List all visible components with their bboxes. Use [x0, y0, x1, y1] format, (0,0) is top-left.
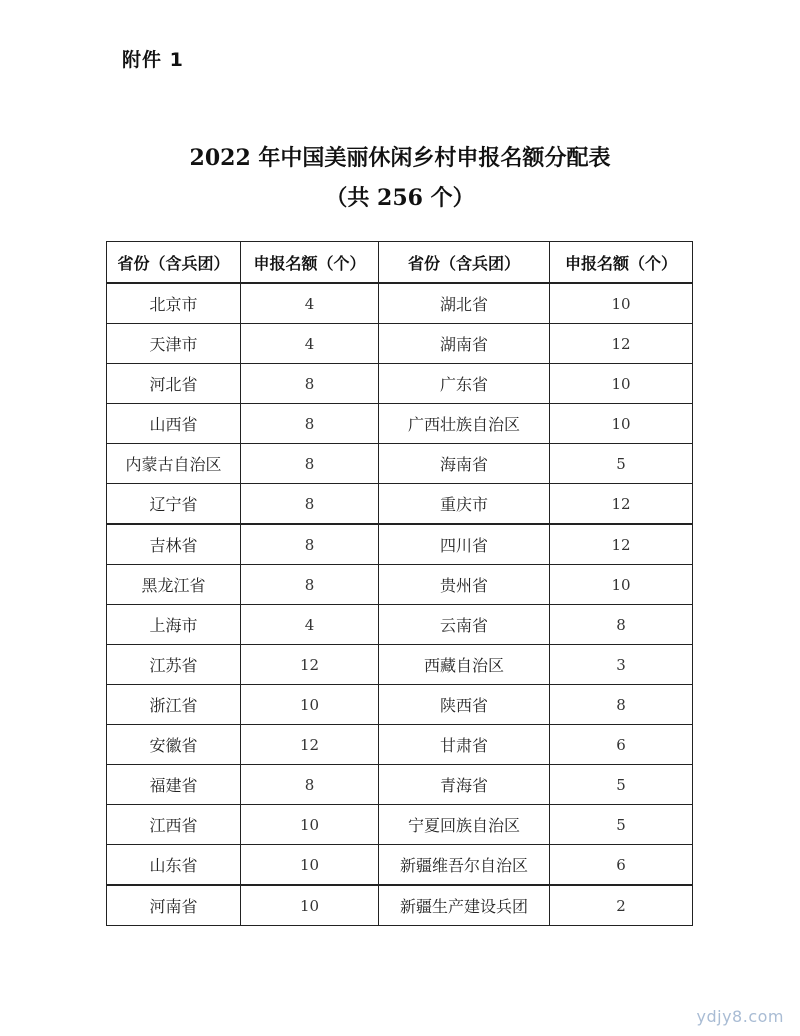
cell-quota-left: 10	[241, 885, 379, 926]
cell-quota-right: 6	[550, 845, 693, 886]
cell-province-left: 内蒙古自治区	[107, 444, 241, 484]
cell-province-left: 辽宁省	[107, 484, 241, 525]
cell-province-left: 北京市	[107, 283, 241, 324]
cell-province-left: 吉林省	[107, 524, 241, 565]
table-row	[107, 725, 693, 765]
cell-province-left: 天津市	[107, 324, 241, 364]
cell-quota-left: 8	[241, 484, 379, 525]
cell-quota-left: 8	[241, 565, 379, 605]
cell-quota-right: 8	[550, 605, 693, 645]
quota-table	[106, 241, 693, 926]
cell-province-right: 新疆生产建设兵团	[379, 885, 550, 926]
table-row	[107, 364, 693, 404]
table-row	[107, 484, 693, 525]
cell-province-left: 河南省	[107, 885, 241, 926]
cell-quota-right: 10	[550, 283, 693, 324]
cell-province-right: 宁夏回族自治区	[379, 805, 550, 845]
column-header-province-right: 省份（含兵团）	[379, 242, 550, 284]
cell-province-right: 四川省	[379, 524, 550, 565]
cell-quota-left: 4	[241, 283, 379, 324]
cell-province-right: 广东省	[379, 364, 550, 404]
cell-province-right: 海南省	[379, 444, 550, 484]
cell-province-left: 福建省	[107, 765, 241, 805]
table-row	[107, 324, 693, 364]
table-body	[107, 283, 693, 926]
cell-quota-right: 5	[550, 444, 693, 484]
cell-province-right: 湖北省	[379, 283, 550, 324]
cell-province-right: 云南省	[379, 605, 550, 645]
cell-province-right: 贵州省	[379, 565, 550, 605]
table-row	[107, 444, 693, 484]
cell-quota-right: 12	[550, 524, 693, 565]
cell-quota-left: 12	[241, 725, 379, 765]
cell-province-left: 江西省	[107, 805, 241, 845]
cell-quota-left: 4	[241, 324, 379, 364]
table-header-row	[107, 242, 693, 284]
cell-province-left: 山西省	[107, 404, 241, 444]
cell-quota-left: 10	[241, 845, 379, 886]
cell-province-right: 甘肃省	[379, 725, 550, 765]
column-header-quota-right: 申报名额（个）	[550, 242, 693, 284]
cell-quota-right: 3	[550, 645, 693, 685]
cell-quota-left: 8	[241, 364, 379, 404]
cell-province-left: 河北省	[107, 364, 241, 404]
watermark: ydjy8.com	[696, 1007, 784, 1026]
cell-quota-left: 10	[241, 805, 379, 845]
cell-province-right: 西藏自治区	[379, 645, 550, 685]
cell-province-left: 黑龙江省	[107, 565, 241, 605]
cell-quota-right: 10	[550, 404, 693, 444]
cell-province-right: 重庆市	[379, 484, 550, 525]
cell-quota-left: 4	[241, 605, 379, 645]
table-row	[107, 805, 693, 845]
quota-table-container	[106, 241, 692, 926]
table-row	[107, 845, 693, 886]
column-header-quota-left: 申报名额（个）	[241, 242, 379, 284]
table-row	[107, 524, 693, 565]
table-row	[107, 645, 693, 685]
table-row	[107, 565, 693, 605]
cell-quota-right: 2	[550, 885, 693, 926]
table-row	[107, 605, 693, 645]
table-row	[107, 404, 693, 444]
table-row	[107, 283, 693, 324]
cell-province-left: 江苏省	[107, 645, 241, 685]
column-header-province-left: 省份（含兵团）	[107, 242, 241, 284]
cell-quota-left: 10	[241, 685, 379, 725]
cell-quota-right: 5	[550, 765, 693, 805]
cell-quota-left: 8	[241, 404, 379, 444]
cell-quota-right: 10	[550, 565, 693, 605]
page-subtitle: （共 256 个）	[325, 185, 475, 211]
cell-quota-right: 12	[550, 324, 693, 364]
cell-quota-right: 5	[550, 805, 693, 845]
cell-province-left: 安徽省	[107, 725, 241, 765]
cell-province-right: 新疆维吾尔自治区	[379, 845, 550, 886]
table-row	[107, 685, 693, 725]
cell-province-right: 湖南省	[379, 324, 550, 364]
cell-province-right: 广西壮族自治区	[379, 404, 550, 444]
cell-quota-right: 6	[550, 725, 693, 765]
cell-quota-right: 10	[550, 364, 693, 404]
cell-province-left: 上海市	[107, 605, 241, 645]
cell-province-left: 山东省	[107, 845, 241, 886]
cell-quota-left: 8	[241, 444, 379, 484]
cell-quota-right: 8	[550, 685, 693, 725]
cell-province-right: 青海省	[379, 765, 550, 805]
cell-quota-right: 12	[550, 484, 693, 525]
page-title: 2022 年中国美丽休闲乡村申报名额分配表	[189, 145, 611, 171]
cell-quota-left: 8	[241, 524, 379, 565]
cell-province-right: 陕西省	[379, 685, 550, 725]
attachment-label: 附件 1	[122, 49, 184, 71]
cell-quota-left: 12	[241, 645, 379, 685]
table-row	[107, 765, 693, 805]
cell-quota-left: 8	[241, 765, 379, 805]
cell-province-left: 浙江省	[107, 685, 241, 725]
table-row	[107, 885, 693, 926]
